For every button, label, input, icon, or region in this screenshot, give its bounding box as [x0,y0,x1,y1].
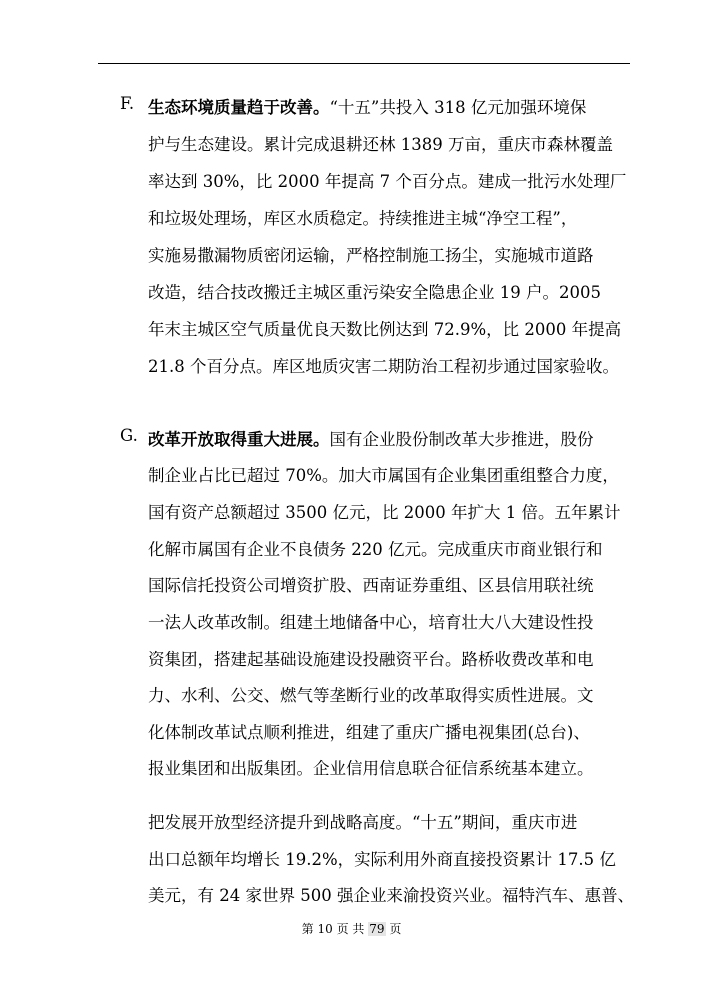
section-f-line-4: 实施易撒漏物质密闭运输，严格控制施工扬尘，实施城市道路 [148,246,594,265]
section-f-line-3: 和垃圾处理场，库区水质稳定。持续推进主城“净空工程”， [148,209,578,228]
page-footer [0,920,703,937]
section-f-line-5: 改造，结合技改搬迁主城区重污染安全隐患企业 19 户。2005 [148,283,601,302]
footer-middle: 页 共 [336,922,365,936]
section-f-marker: F. [120,94,135,113]
section-g-marker: G. [120,426,138,445]
section-g-line-9: 报业集团和出版集团。企业信用信息联合征信系统基本建立。 [148,759,594,778]
section-f-line-0: “十五”共投入 318 亿元加强环境保 [329,98,587,117]
section-f-first-line [148,94,586,118]
section-g-line-8: 化体制改革试点顺利推进，组建了重庆广播电视集团(总台)、 [148,723,590,742]
open-para-line-0: 把发展开放型经济提升到战略高度。“十五”期间，重庆市进 [148,813,578,832]
section-g-first-line [148,426,594,450]
open-para-line-2: 美元，有 24 家世界 500 强企业来渝投资兴业。福特汽车、惠普、 [148,886,634,905]
footer-suffix: 页 [389,922,402,936]
section-f-heading: 生态环境质量趋于改善。 [148,98,330,117]
section-g-line-4: 国际信托投资公司增资扩股、西南证券重组、区县信用联社统 [148,576,594,595]
section-f-line-6: 年末主城区空气质量优良天数比例达到 72.9%，比 2000 年提高 [148,320,622,339]
footer-current-page: 10 [317,922,333,936]
section-g-line-1: 制企业占比已超过 70%。加大市属国有企业集团重组整合力度， [148,466,619,485]
section-g-heading: 改革开放取得重大进展。 [148,430,330,449]
open-para-line-1: 出口总额年均增长 19.2%，实际利用外商直接投资累计 17.5 亿 [148,850,616,869]
section-g-line-0: 国有企业股份制改革大步推进，股份 [329,430,594,449]
section-g-line-5: 一法人改革改制。组建土地储备中心，培育壮大八大建设性投 [148,613,594,632]
section-g-line-7: 力、水利、公交、燃气等垄断行业的改革取得实质性进展。文 [148,686,594,705]
section-g-line-2: 国有资产总额超过 3500 亿元，比 2000 年扩大 1 倍。五年累计 [148,503,621,522]
section-f-line-1: 护与生态建设。累计完成退耕还林 1389 万亩，重庆市森林覆盖 [148,135,613,154]
header-rule [98,63,630,64]
section-f-line-2: 率达到 30%，比 2000 年提高 7 个百分点。建成一批污水处理厂 [148,172,627,191]
footer-prefix: 第 [301,922,314,936]
section-g-line-6: 资集团，搭建起基础设施建设投融资平台。路桥收费改革和电 [148,650,594,669]
section-g-line-3: 化解市属国有企业不良债务 220 亿元。完成重庆市商业银行和 [148,540,603,559]
footer-total-pages: 79 [369,922,385,936]
section-f-line-7: 21.8 个百分点。库区地质灾害二期防治工程初步通过国家验收。 [148,357,619,376]
